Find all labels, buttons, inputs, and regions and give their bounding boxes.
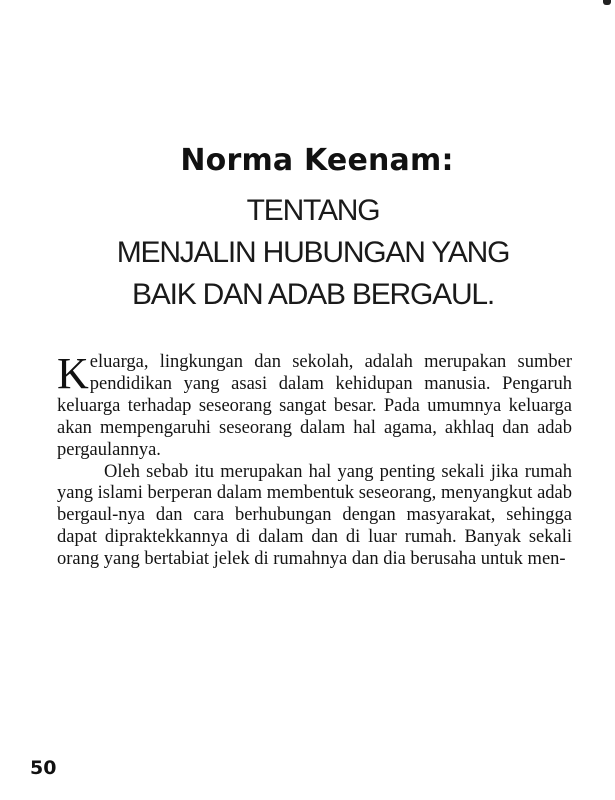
scan-corner-mark (603, 0, 611, 5)
paragraph-text: eluarga, lingkungan dan sekolah, adalah merupakan sumber pendidikan yang asasi dalam kehidupan manusia. Pengaruh keluarga terhadap seseorang sangat besar. Pada umumnya keluarga akan mempengaruhi seseorang dalam hal agama, akhlaq dan adab pergaulannya. (57, 352, 572, 460)
drop-cap: K (57, 349, 89, 398)
chapter-title-line: MENJALIN HUBUNGAN YANG (116, 236, 510, 269)
paragraph: Oleh sebab itu merupakan hal yang penting sekali jika rumah yang islami berperan dalam membentuk seseorang, menyangkut adab bergaul-nya dan cara berhubungan dengan masyarakat, sehingga dapat dipraktekkannya di dalam dan di luar rumah. Banyak sekali orang yang bertabiat jelek di rumahnya dan dia berusaha untuk men- (57, 461, 572, 570)
chapter-label: Norma Keenam: (180, 143, 454, 178)
chapter-title-line: TENTANG (246, 194, 380, 227)
chapter-title-line: BAIK DAN ADAB BERGAUL. (131, 278, 495, 311)
paragraph (57, 349, 572, 462)
chapter-title (0, 190, 615, 316)
page-number: 50 (30, 757, 57, 779)
body-text (57, 349, 572, 571)
